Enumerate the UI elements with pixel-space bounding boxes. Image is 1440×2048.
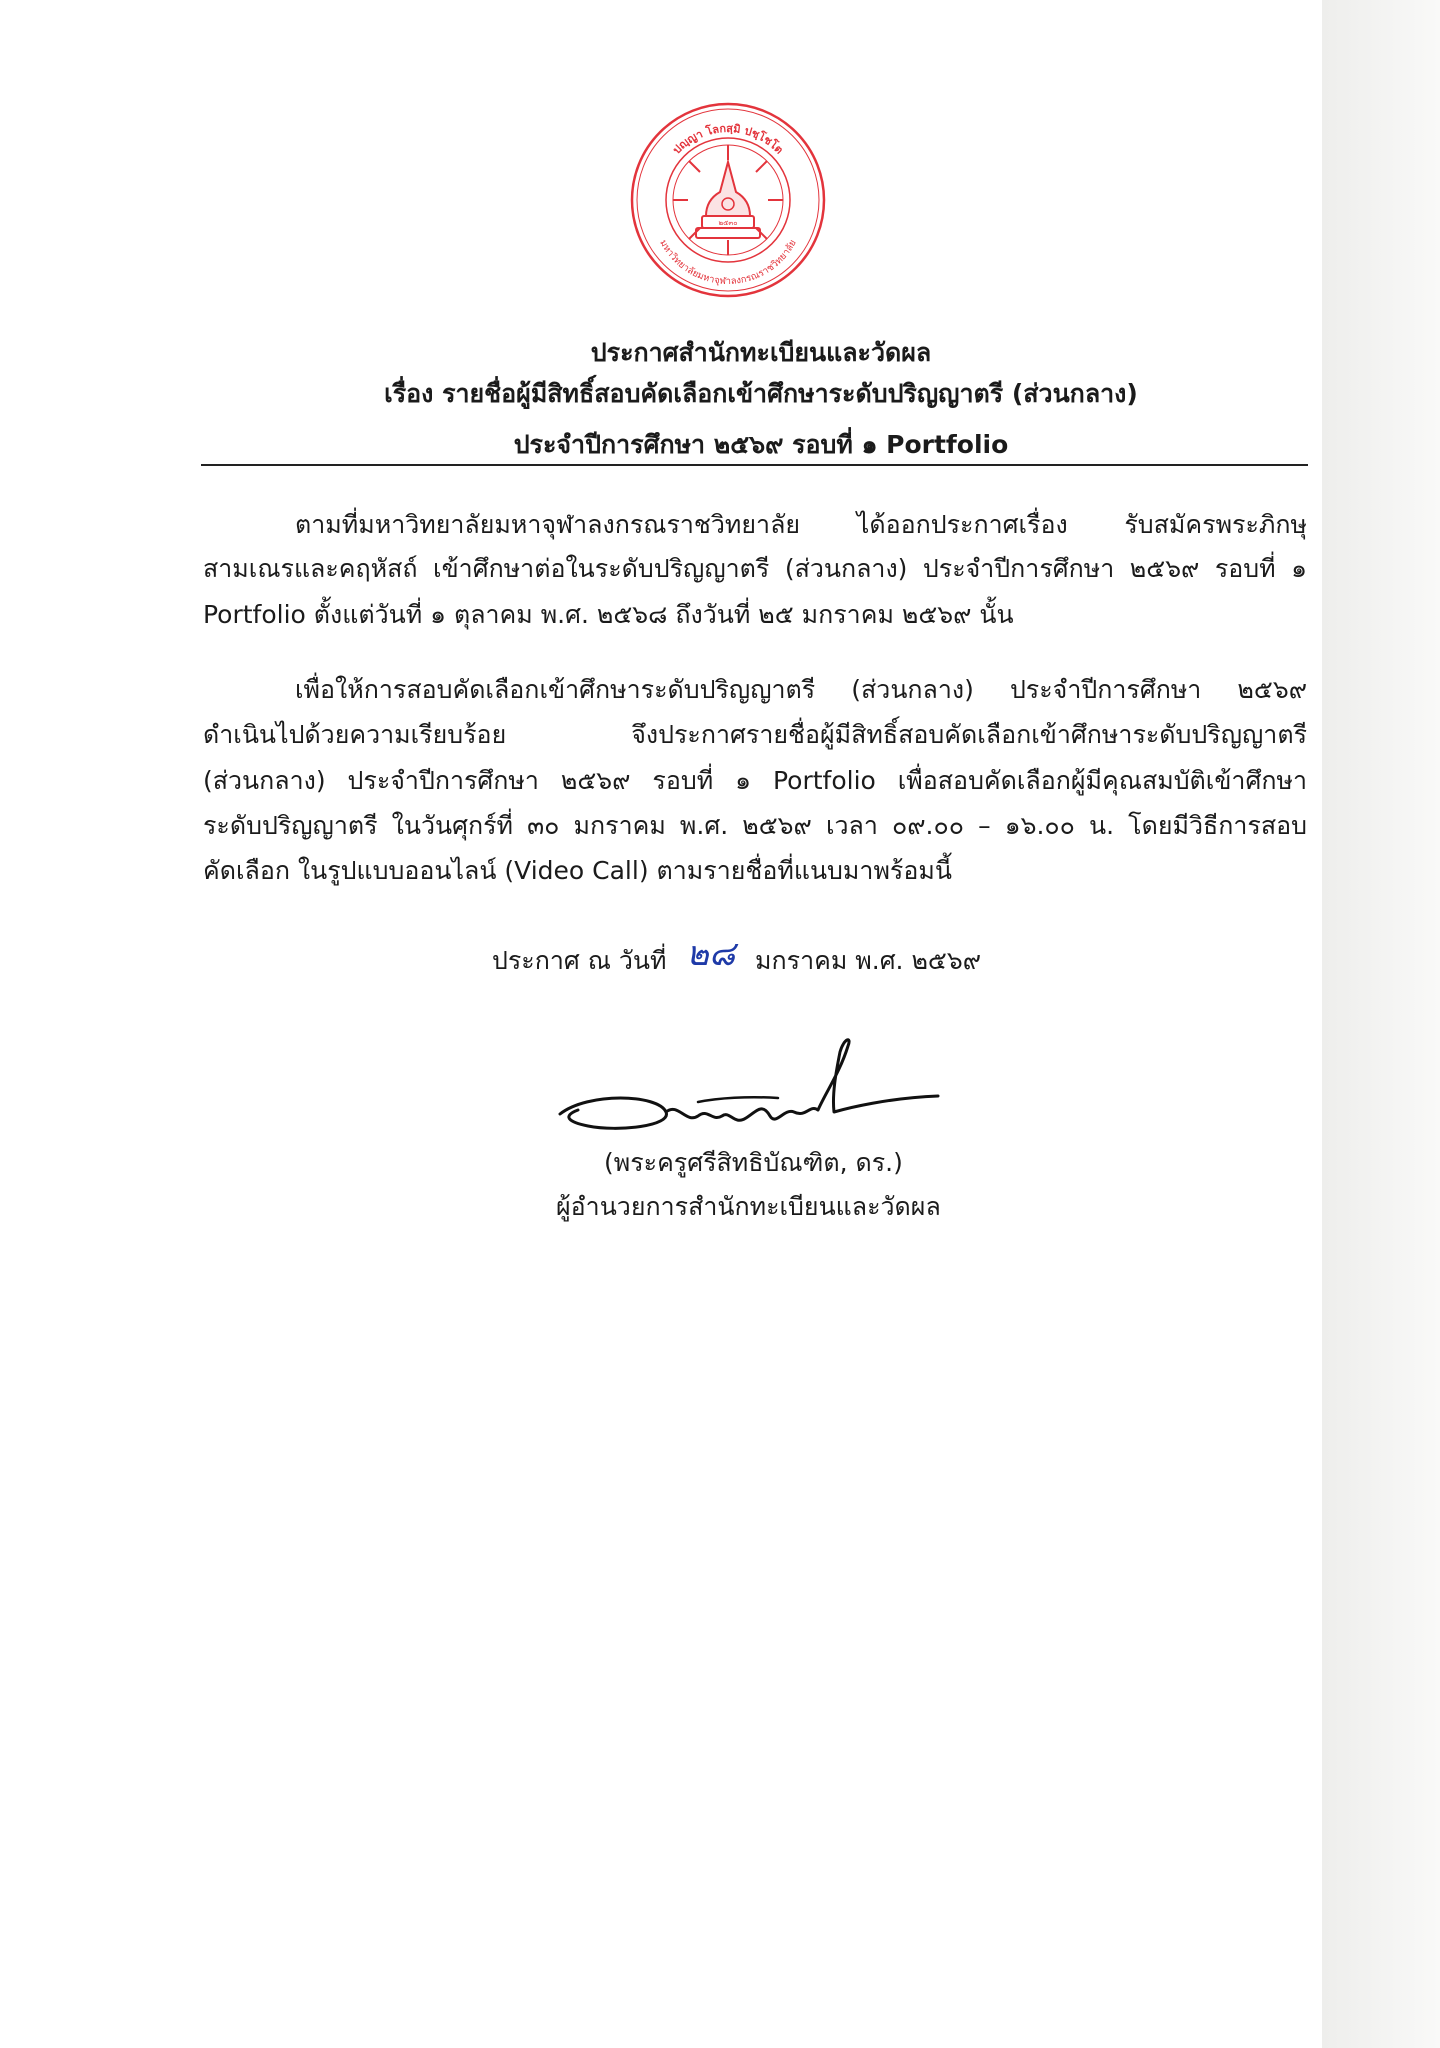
university-seal-logo [628,100,828,300]
paragraph2-line3: (ส่วนกลาง) ประจำปีการศึกษา ๒๕๖๙ รอบที่ ๑ Portfolio เพื่อสอบคัดเลือกผู้มีคุณสมบัติเข้าศึกษา [203,766,1307,795]
date-suffix: มกราคม พ.ศ. ๒๕๖๙ [755,946,982,975]
seal-university-name: มหาวิทยาลัยมหาจุฬาลงกรณราชวิทยาลัย [657,238,799,288]
announcement-title: ประกาศสำนักทะเบียนและวัดผล [590,338,932,367]
seal-year: ๒๕๓๐ [718,219,738,227]
paragraph1-line3: Portfolio ตั้งแต่วันที่ ๑ ตุลาคม พ.ศ. ๒๕๖๘ ถึงวันที่ ๒๕ มกราคม ๒๕๖๙ นั้น [203,600,1014,629]
date-prefix: ประกาศ ณ วันที่ [492,946,667,975]
paragraph2-line4: ระดับปริญญาตรี ในวันศุกร์ที่ ๓๐ มกราคม พ.ศ. ๒๕๖๙ เวลา ๐๙.๐๐ – ๑๖.๐๐ น. โดยมีวิธีการสอบ [203,811,1307,840]
signatory-title: ผู้อำนวยการสำนักทะเบียนและวัดผล [556,1192,941,1221]
paragraph2-line2: ดำเนินไปด้วยความเรียบร้อย จึงประกาศรายชื่อผู้มีสิทธิ์สอบคัดเลือกเข้าศึกษาระดับปริญญาตรี [203,720,1307,749]
date-day-handwritten: ๒๘ [686,934,736,974]
handwritten-signature [548,1032,948,1162]
signatory-name: (พระครูศรีสิทธิบัณฑิต, ดร.) [604,1148,903,1177]
seal-motto: ปญฺญา โลกสฺมิ ปชฺโชโต [670,121,786,157]
scan-margin [1322,0,1440,2048]
announcement-academic-year: ประจำปีการศึกษา ๒๕๖๙ รอบที่ ๑ Portfolio [513,430,1009,459]
paragraph1-line2: สามเณรและคฤหัสถ์ เข้าศึกษาต่อในระดับปริญญาตรี (ส่วนกลาง) ประจำปีการศึกษา ๒๕๖๙ รอบที่ ๑ [203,554,1307,583]
paragraph2-line1: เพื่อให้การสอบคัดเลือกเข้าศึกษาระดับปริญญาตรี (ส่วนกลาง) ประจำปีการศึกษา ๒๕๖๙ [295,675,1307,704]
heading-divider [201,464,1308,466]
announcement-date [492,934,982,976]
paragraph1-line1: ตามที่มหาวิทยาลัยมหาจุฬาลงกรณราชวิทยาลัย ได้ออกประกาศเรื่อง รับสมัครพระภิกษุ [295,510,1307,539]
paragraph2-line5: คัดเลือก ในรูปแบบออนไลน์ (Video Call) ตามรายชื่อที่แนบมาพร้อมนี้ [203,856,952,885]
announcement-subject: เรื่อง รายชื่อผู้มีสิทธิ์สอบคัดเลือกเข้าศึกษาระดับปริญญาตรี (ส่วนกลาง) [384,379,1138,408]
